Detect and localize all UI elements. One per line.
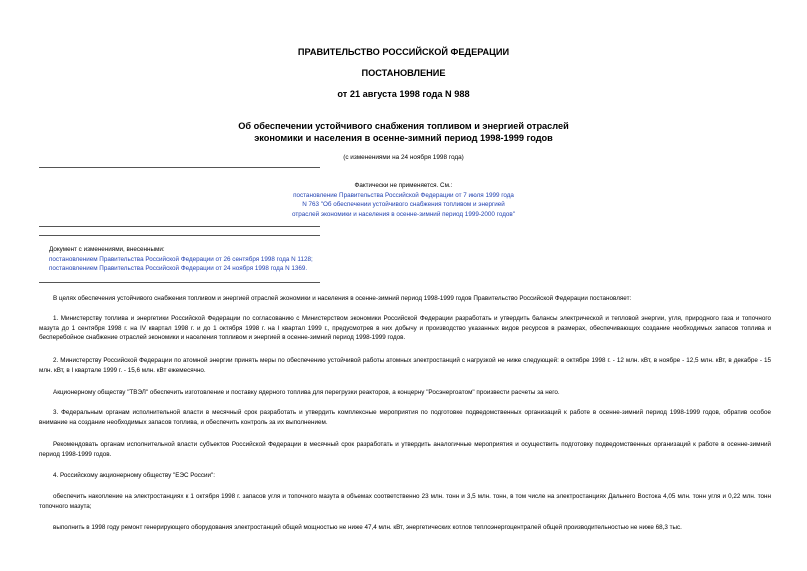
paragraph-text: 2. Министерству Российской Федерации по атомной энергии принять меры по обеспечению устойчивой работы атомных электростанций с нагрузкой не ниже следующей: в октябре 1998 г. - 12 млн. кВт, в ноябре - 12,5 млн. кВт, в декабре - 15 млн. кВт, в I квартале 1999 г. - 15,6 млн. кВт ежемесячно. xyxy=(39,357,771,374)
not-applied-link-line1[interactable]: постановление Правительства Российской Федерации от 7 июля 1999 года xyxy=(293,191,514,199)
paragraph-text: Акционерному обществу "ТВЭЛ" обеспечить изготовление и поставку ядерного топлива для перегрузки реакторов, а концерну "Росэнергоатом" произвести расчеты за него. xyxy=(53,389,560,396)
divider-line xyxy=(39,235,320,236)
paragraph-text: 3. Федеральным органам исполнительной власти в месячный срок разработать и утвердить комплексные мероприятия по подготовке подведомственных организаций к работе в осенне-зимний период 1998-1999 годов, обратив особое внимание на создание необходимых запасов топлива, и обеспечить контроль за их выполнением. xyxy=(39,409,771,426)
paragraph-3 xyxy=(39,408,771,427)
amendments-note: (с изменениями на 24 ноября 1998 года) xyxy=(343,154,464,161)
not-applied-block xyxy=(0,181,807,219)
not-applied-text: Фактически не применяется. См.: xyxy=(354,182,453,189)
divider-line xyxy=(39,226,320,227)
paragraph-1 xyxy=(39,314,771,343)
changes-link-1128[interactable]: постановлением Правительства Российской Федерации от 26 сентября 1998 года N 1128; xyxy=(49,255,313,263)
paragraph-4-fuel-stocks xyxy=(39,492,771,511)
doc-type-heading: ПОСТАНОВЛЕНИЕ xyxy=(361,68,446,78)
not-applied-link-line2[interactable]: N 763 "Об обеспечении устойчивого снабжения топливом и энергией xyxy=(302,201,505,208)
not-applied-link-line3[interactable]: отраслей экономики и населения в осенне-зимний период 1999-2000 годов" xyxy=(292,210,515,218)
paragraph-text: В целях обеспечения устойчивого снабжения топливом и энергией отраслей экономики и населения в осенне-зимний период 1998-1999 годов Правительство Российской Федерации постановляет: xyxy=(53,295,632,302)
paragraph-4 xyxy=(39,471,771,481)
paragraph-text: 4. Российскому акционерному обществу "ЕЭС России": xyxy=(53,472,216,479)
changes-intro: Документ с изменениями, внесенными: xyxy=(49,246,165,253)
divider-line xyxy=(39,282,320,283)
paragraph-text: выполнить в 1998 году ремонт генерирующего оборудования электростанций общей мощностью не ниже 47,4 млн. кВт, энергетических котлов теплоэнергоцентралей общей производительностью не ниже 68,3 тыс. xyxy=(53,524,682,531)
changes-block xyxy=(49,245,313,274)
paragraph-preamble xyxy=(39,294,771,304)
document-title-line2: экономики и населения в осенне-зимний период 1998-1999 годов xyxy=(254,133,553,143)
paragraph-text: Рекомендовать органам исполнительной власти субъектов Российской Федерации в месячный срок разработать и утвердить аналогичные мероприятия и осуществить подготовку подведомственных организаций к работе в осенне-зимний период 1998-1999 годов. xyxy=(39,441,771,458)
changes-link-1369[interactable]: постановлением Правительства Российской Федерации от 24 ноября 1998 года N 1369. xyxy=(49,265,308,272)
paragraph-text: обеспечить накопление на электростанциях к 1 октября 1998 г. запасов угля и топочного мазута в объемах соответственно 23 млн. тонн и 3,5 млн. тонн, в том числе на электростанциях Дальнего Востока 4,05 млн. тонн угля и 0,22 млн. тонн топочного мазута; xyxy=(39,493,771,510)
divider-line xyxy=(39,167,320,168)
paragraph-3-regions xyxy=(39,440,771,459)
paragraph-2-tvel xyxy=(39,388,771,398)
document-title-line1: Об обеспечении устойчивого снабжения топливом и энергией отраслей xyxy=(238,121,569,131)
paragraph-text: 1. Министерству топлива и энергетики Российской Федерации по согласованию с Министерством экономики Российской Федерации разработать и утвердить балансы электрической и тепловой энергии, угля, природного газа и топочного мазута до 1 сентября 1998 г. на IV квартал 1998 г. и до 1 октября 1998 г. на I квартал 1999 г., предусмотрев в них добычу и производство указанных видов ресурсов в размерах, обеспечивающих создание необходимых запасов топлива и бесперебойное снабжение отраслей экономики и населения топливом и энергией в осенне-зимний период 1998-1999 годов. xyxy=(39,315,771,342)
paragraph-2 xyxy=(39,356,771,375)
date-number-heading: от 21 августа 1998 года N 988 xyxy=(337,89,470,99)
government-heading: ПРАВИТЕЛЬСТВО РОССИЙСКОЙ ФЕДЕРАЦИИ xyxy=(297,47,510,57)
paragraph-4-repairs xyxy=(39,523,771,533)
